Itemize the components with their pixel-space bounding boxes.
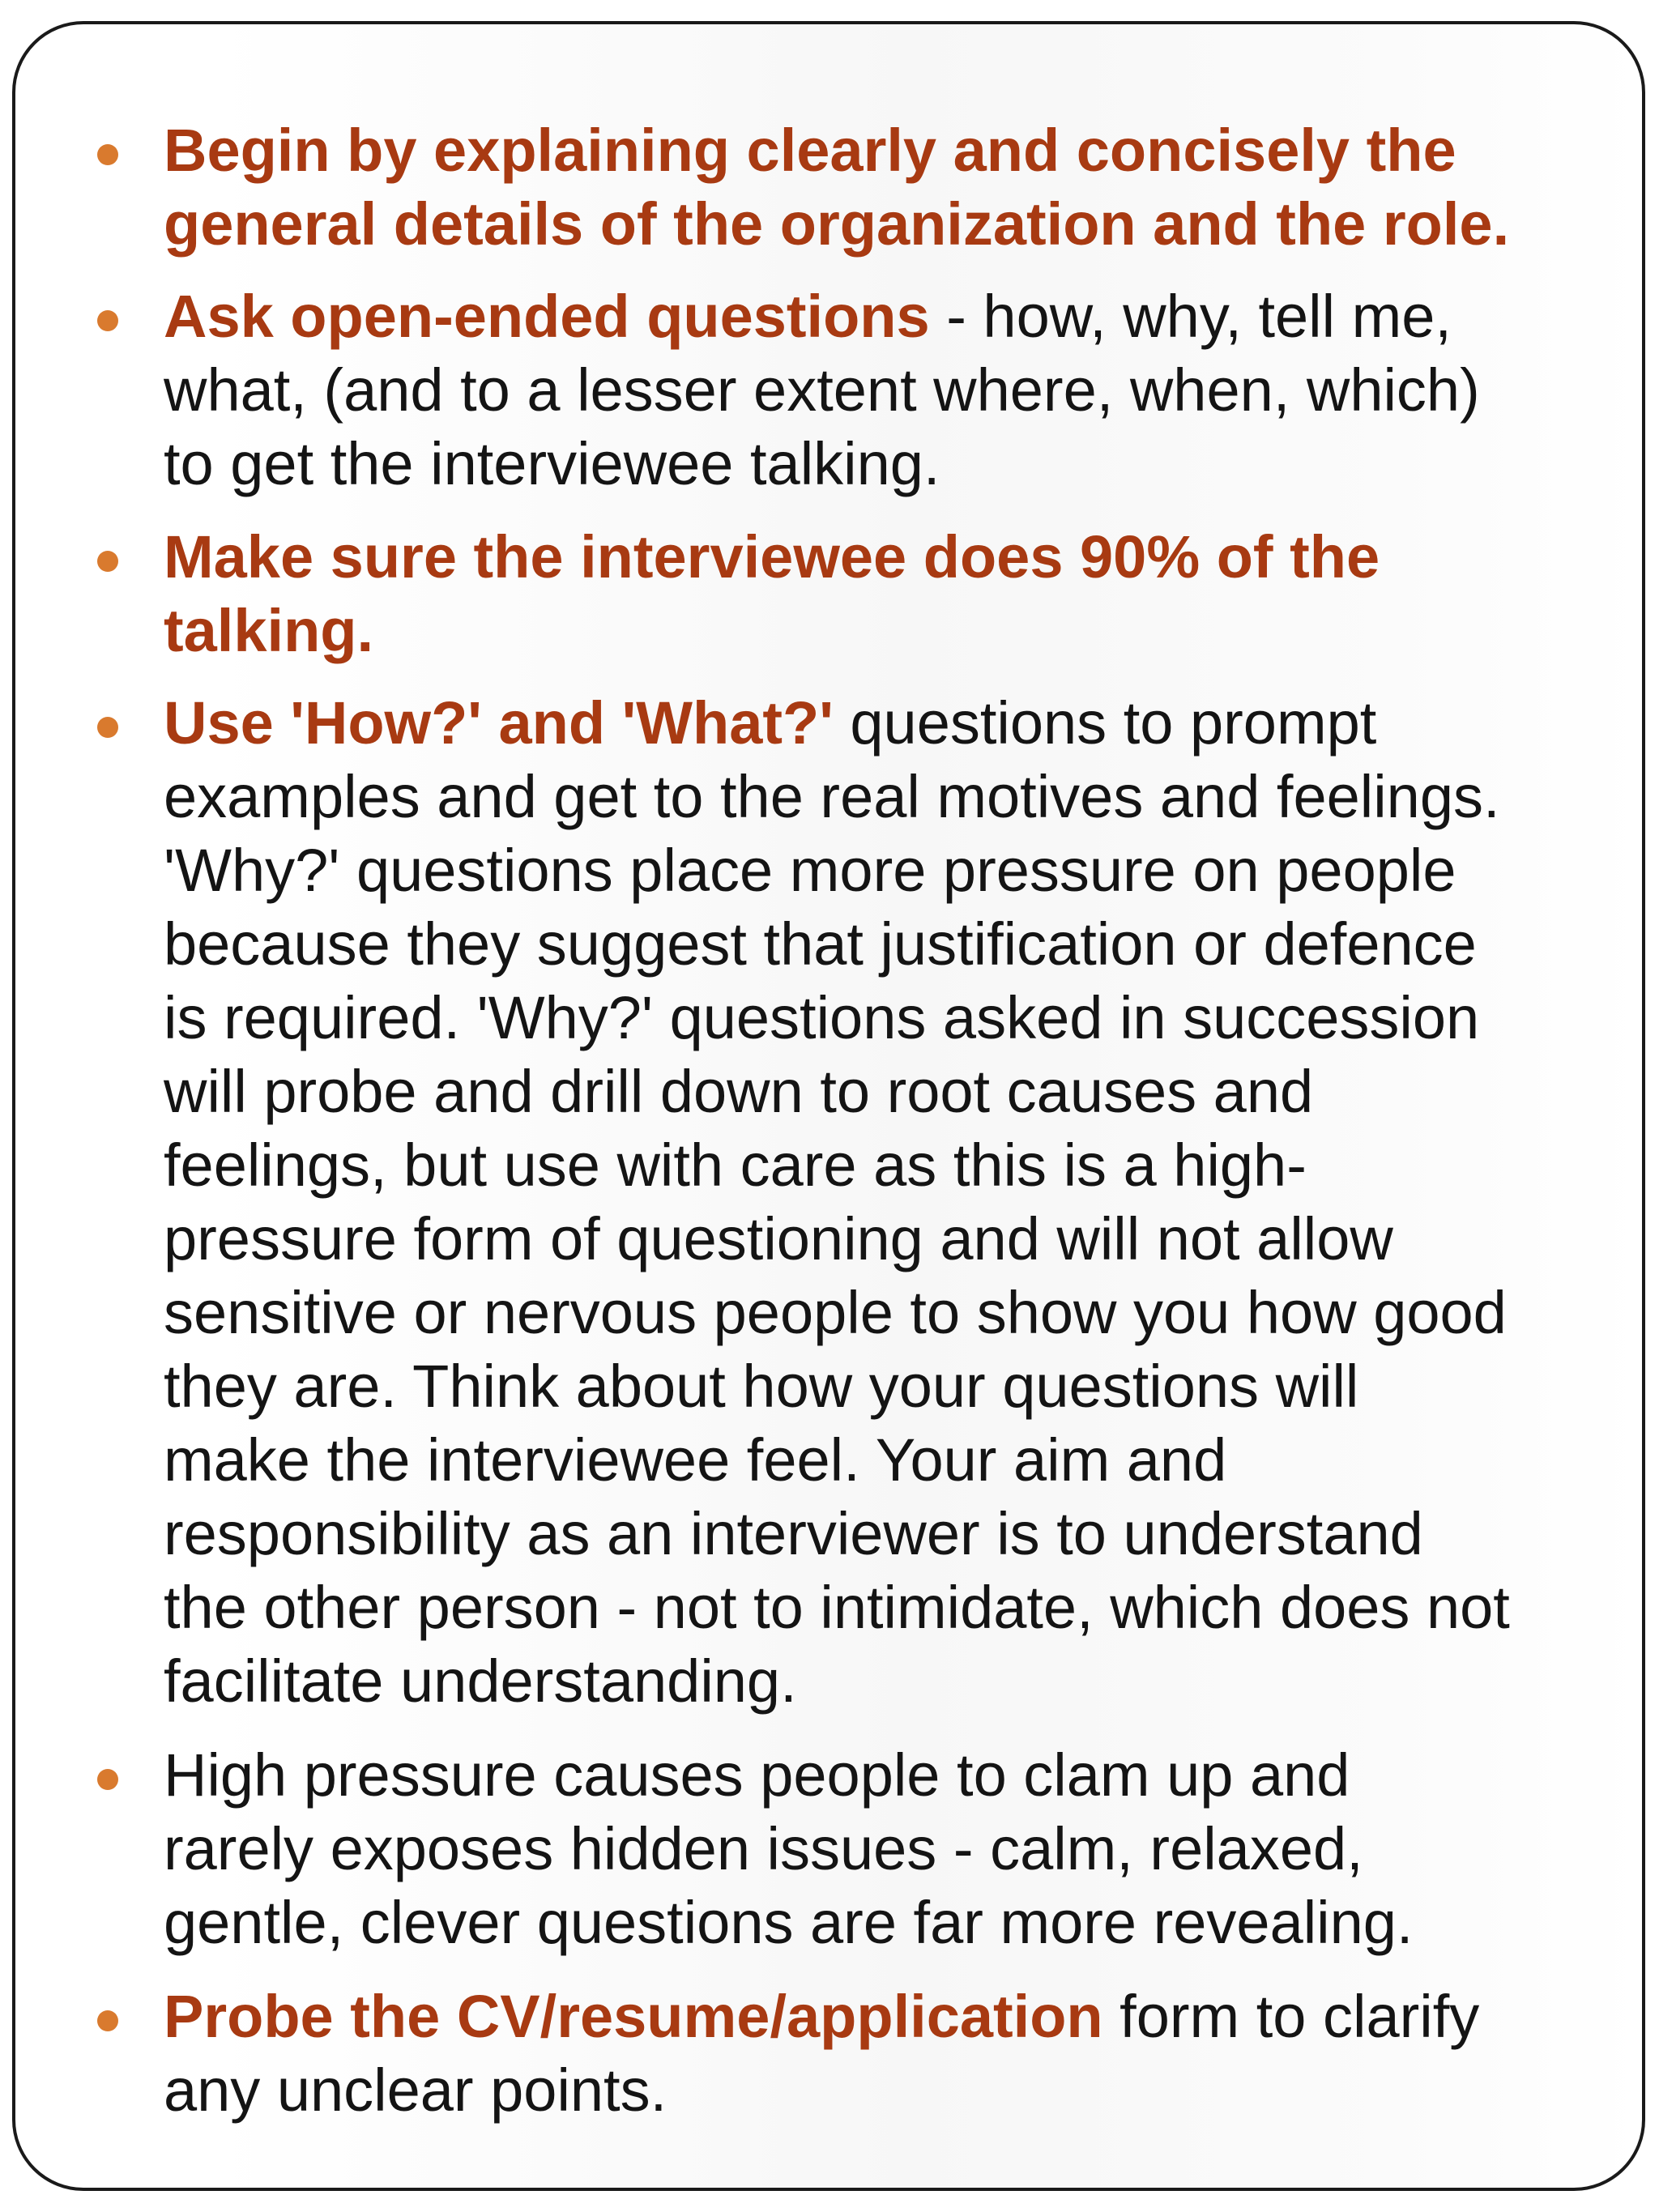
bullet-text: Begin by explaining clearly and concisely the general details of the organization and the role. (164, 117, 1510, 258)
bullet-text: Ask open-ended questions - how, why, tell me, what, (and to a lesser extent where, when, which) to get the interviewee talking. (164, 283, 1480, 497)
bullet-dot-icon (97, 144, 118, 165)
bullet-text: Use 'How?' and 'What?' questions to prompt examples and get to the real motives and feelings. 'Why?' questions place more pressure on people because they suggest that justification or defence is required. 'Why?' questions asked in succession will probe and drill down to root causes and feelings, but use with care as this is a high- pressure form of questioning and will not allow sensitive or nervous people to show you how good they are. Think about how your questions will make the interviewee feel. Your aim and responsibility as an interviewer is to understand the other person - not to intimidate, which does not facilitate understanding. (164, 689, 1510, 1715)
content-card (12, 21, 1645, 2191)
bullet-dot-icon (97, 2010, 118, 2031)
bullet-dot-icon (97, 310, 118, 331)
bullet-dot-icon (97, 717, 118, 738)
bullet-text: Probe the CV/resume/application form to clarify any unclear points. (164, 1983, 1480, 2124)
bullet-dot-icon (97, 551, 118, 572)
bullet-dot-icon (97, 1769, 118, 1790)
bullet-text: Make sure the interviewee does 90% of the talking. (164, 523, 1380, 664)
bullet-text: High pressure causes people to clam up and rarely exposes hidden issues - calm, relaxed, gentle, clever questions are far more revealing. (164, 1741, 1414, 1956)
